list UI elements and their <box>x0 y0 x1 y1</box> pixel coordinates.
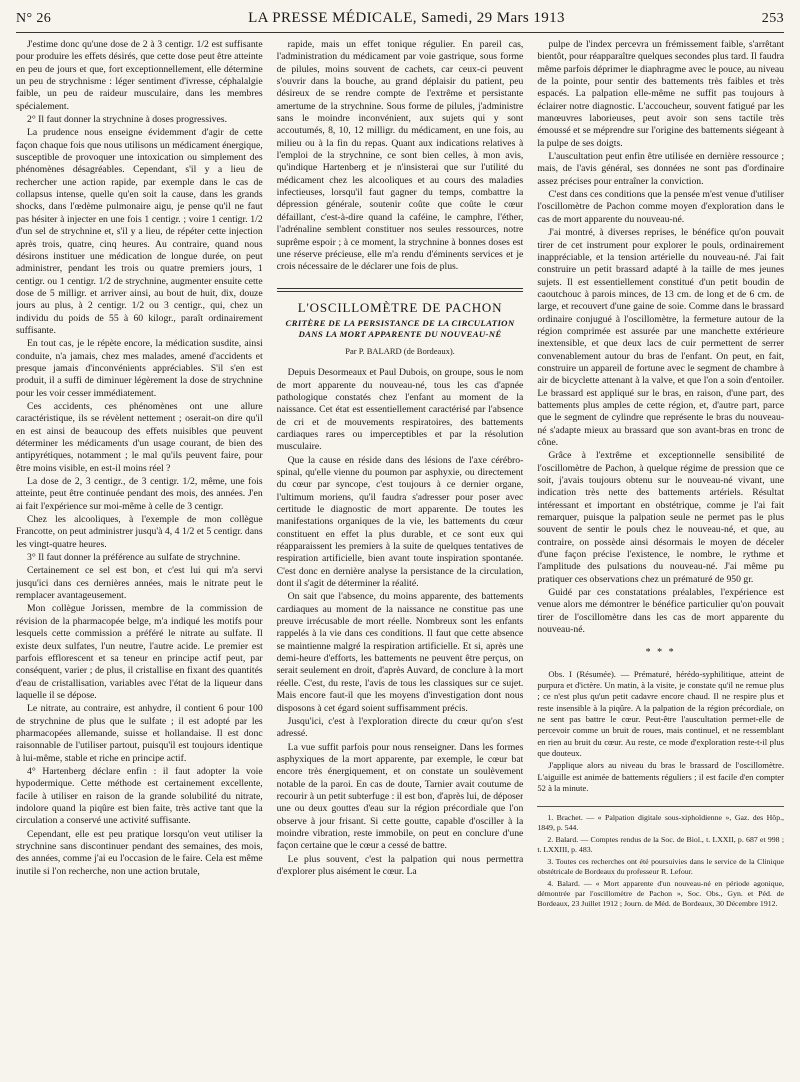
paragraph: rapide, mais un effet tonique régulier. En pareil cas, l'administration du médicament par voie gastrique, sous forme de pilules, moins souvent de cachets, car ceux-ci peuvent s'ouvrir dans la bouche, au grand déplaisir du patient, peu désireux de se rendre compte de l'extrême et persistante amertume de la strychnine. Sous forme de pilules, j'administre sans le moindre inconvénient, aux sujets qui y sont accoutumés, 8, 10, 12 milligr. du médicament, en une fois, au milieu ou à la fin du repas. Quant aux indications relatives à l'emploi de la strychnine, ce sont bien celles, à mon avis, qu'indique Hartenberg et je n'insisterai que sur l'utilité du médicament chez les alcooliques et au cours des maladies infectieuses, lorsqu'il faut gagner du temps, combattre la dépression générale, soutenir coûte que coûte le cœur défaillant, c'est-à-dire quand la caféine, le camphre, l'éther, l'adrénaline semblent constituer nos seules ressources, notre suprême espoir ; à ce moment, la strychnine à bonnes doses est une réserve précieuse, elle m'a rendu d'éminents services et je crois nécessaire de le déclarer une fois de plus. <box>276 39 524 273</box>
paragraph: Jusqu'ici, c'est à l'exploration directe du cœur qu'on s'est adressé. <box>276 715 524 740</box>
column-left <box>16 39 263 1069</box>
paragraph: Guidé par ces constatations préalables, l'expérience est venue alors me démontrer le bénéfice particulier qu'on pouvait tirer de l'oscillomètre dans les cas de mort apparente du nouveau-né. <box>537 587 785 636</box>
paragraph: Grâce à l'extrême et exceptionnelle sensibilité de l'oscillomètre de Pachon, à quelque régime de pression que ce soit, j'avais toujours obtenu sur le nouveau-né vivant, une indication très nette des battements artériels. Résultat intéressant et important en obstétrique, comme je l'ai fait remarquer, puisque la palpation seule ne permet pas le plus souvent de sentir le pouls chez le nouveau-né, et que, au contraire, on possède ainsi désormais le moyen de déceler d'une façon précise l'existence, le nombre, le rythme et l'amplitude des pulsations du nouveau-né. J'ai même pu pratiquer ces observations chez un prématuré de 950 gr. <box>537 450 785 585</box>
column-right-body <box>537 39 784 637</box>
footnote: 3. Toutes ces recherches ont été poursuivies dans le service de la Clinique obstétricale de Bordeaux du professeur R. Lefour. <box>537 857 785 877</box>
title-rule <box>277 288 524 292</box>
article-subtitle: CRITÈRE DE LA PERSISTANCE DE LA CIRCULATION DANS LA MORT APPARENTE DU NOUVEAU-NÉ <box>285 317 515 339</box>
article-byline: Par P. BALARD (de Bordeaux). <box>345 345 455 356</box>
paragraph: La dose de 2, 3 centigr., de 3 centigr. 1/2, même, une fois atteinte, peut être continuée pendant des mois, des années. J'en ai fait l'expérience sur moi-même à celle de 3 centigr. <box>16 476 263 512</box>
article-heading <box>277 288 524 358</box>
paragraph: J'ai montré, à diverses reprises, le bénéfice qu'on pouvait tirer de cet instrument pour explorer le pouls, ordinairement inappréciable, et la tension artérielle du nouveau-né. J'ai fait construire un petit brassard adapté à la taille de mes jeunes sujets. Il est essentiellement constitué d'un petit boudin de caoutchouc à parois minces, de 13 cm. de long et de 6 cm. de large, et recouvert d'une gaine de soie. Comme dans le brassard ordinaire conjugué à l'oscillomètre, la fermeture autour de la région comprimée est assurée par une manchette extérieure inextensible, et que deux lacs de cuir permettent de serrer convenablement autour du bras de l'enfant. On peut, en fait, construire un appareil de fortune avec le segment de chambre à air de bicyclette attenant à la valve, et que l'on a soin d'entoiler. Le brassard est appliqué sur le bras, en raison, d'une part, des battements plus amples de cette région, et, d'autre part, parce que le segment de cylindre que représente le bras du nouveau-né s'adapte mieux au brassard que son avant-bras en tronc de cône. <box>537 227 785 448</box>
paragraph: La prudence nous enseigne évidemment d'agir de cette façon chaque fois que nous utilisons un médicament énergique, susceptible de provoquer une intoxication ou simplement des phénomènes désagréables. Cependant, s'il y a lieu de rechercher une action rapide, par exemple dans le cas de collapsus intense, quelle qu'en soit la cause, dans les grands shocks, dans l'œdème pulmonaire aigu, je pense qu'il ne faut pas hésiter à injecter en une fois 1 centigr. ; voire 1 centigr. 1/2 d'un sel de strychnine et, s'il y a lieu, de répéter cette injection après trois, quatre, cinq heures. Au contraire, quand nous désirons instituer une médication de longue durée, on peut administrer, pendant les trois ou quatre premiers jours, 1 centigr. ou 1 centigr. 1/2 de strychnine, augmenter ensuite cette dose de 5 milligr. et arriver ainsi, au bout de huit, dix, douze jours au plus, à 2 centigr. 1/2 ou 3 centigr., qui, chez un individu du poids de 55 à 60 kilogr., paraît ordinairement suffisante. <box>16 127 263 336</box>
paragraph: Certainement ce sel est bon, et c'est lui qui m'a servi jusqu'ici dans ces dernières années, mais le nitrate peut le remplacer avantageusement. <box>16 565 263 602</box>
footnote: 2. Balard. — Comptes rendus de la Soc. de Biol., t. LXXII, p. 687 et 998 ; t. LXXIII, p. 483. <box>537 835 785 855</box>
paragraph: 4° Hartenberg déclare enfin : il faut adopter la voie hypodermique. Cette méthode est certainement excellente, facile à utiliser en raison de la grande solubilité du nitrate, indolore quand la piqûre est bien faite, très active tant que la circulation a conservé une activité suffisante. <box>16 765 263 827</box>
paragraph: pulpe de l'index percevra un frémissement faible, s'arrêtant bientôt, pour réapparaître quelques secondes plus tard. Il faudra même parfois déprimer le diaphragme avec le pouce, au niveau de la pointe, pour sentir des battements très faibles et très espacés. La palpation elle-même ne suffit pas toujours à éclairer notre diagnostic. L'accoucheur, souvent fatigué par les manœuvres laborieuses, peut avoir son sens tactile très émoussé et se méprendre sur l'origine des battements siégeant à la pulpe de ses doigts. <box>537 39 785 149</box>
paragraph: Mon collègue Jorissen, membre de la commission de révision de la pharmacopée belge, m'a indiqué les motifs pour lesquels cette commission a préféré le nitrate au sulfate. Il existe deux sulfates, l'un neutre, l'autre acide. Le premier est parfois efflorescent et sa teneur en principe actif peut, par conséquent, varier ; de plus, il cristallise en fixant des quantités d'eau de cristallisation, variables avec l'état de la liqueur dans laquelle il se dépose. <box>16 603 263 701</box>
paragraph: Le plus souvent, c'est la palpation qui nous permettra d'explorer plus aisément le cœur. La <box>276 853 524 877</box>
paragraph: C'est dans ces conditions que la pensée m'est venue d'utiliser l'oscillomètre de Pachon comme moyen d'exploration dans le cas de mort apparente du nouveau-né. <box>537 189 785 225</box>
paragraph: Le nitrate, au contraire, est anhydre, il contient 6 pour 100 de strychnine de plus que le sulfate ; il est adopté par les pharmacopées allemande, suisse et hollandaise. Il est donc raisonnable de l'utiliser partout, puisqu'il est toujours identique à lui-même, stable et riche en principe actif. <box>16 703 263 764</box>
footnotes <box>537 806 784 909</box>
paragraph: En tout cas, je le répète encore, la médication susdite, ainsi conduite, n'a jamais, chez mes malades, amené d'accidents et presque jamais d'inconvénients appréciables. S'il s'en est produit, il a suffi de diminuer légèrement la dose de strychnine pour les voir cesser immédiatement. <box>16 338 263 399</box>
paragraph: On sait que l'absence, du moins apparente, des battements cardiaques au moment de la naissance ne constitue pas une preuve irrécusable de mort réelle. Nombreux sont les enfants rappelés à la vie dans ces conditions. Il faut que cette absence se maintienne malgré la respiration artificielle. Et si, après une demi-heure d'efforts, les battements ne peuvent être perçus, on serait seulement en droit, d'après Auvard, de conclure à la mort réelle. C'est, du reste, l'avis de tous les classiques sur ce sujet. Mais encore faut-il que les moyens d'investigation dont nous disposons à cet égard soient suffisamment précis. <box>276 591 524 714</box>
paragraph: J'applique alors au niveau du bras le brassard de l'oscillomètre. L'aiguille est animée de battements réguliers ; il est facile d'en compter 52 à la minute. <box>537 760 785 793</box>
columns <box>16 39 784 1069</box>
paragraph: L'auscultation peut enfin être utilisée en dernière ressource ; mais, de l'avis général, ses données ne sont pas d'ordinaire assez précises pour entraîner la conviction. <box>537 151 785 187</box>
paragraph: Cependant, elle est peu pratique lorsqu'on veut utiliser la strychnine sans discontinuer pendant des semaines, des mois, des années, comme j'ai eu l'occasion de le faire. Cela est même inutile si l'on recherche, non une action brutale, <box>16 828 263 877</box>
paragraph: Que la cause en réside dans des lésions de l'axe cérébro-spinal, qu'elle vienne du poumon par asphyxie, ou directement du cœur par syncope, c'est toujours à ce dernier organe, l'ultimum moriens, qu'il faudra s'adresser pour poser avec certitude le diagnostic de mort apparente. De toutes les manifestations organiques de la vie, les battements du cœur constituent en effet la plus durable, et ce sont eux qui réapparaissent les premiers à la suite de quelques tentatives de respiration artificielle, bien avant toute inspiration spontanée. C'est donc en dernière analyse la persistance de la circulation, dont il s'agit de déterminer la réalité. <box>276 454 524 590</box>
paragraph: Obs. I (Résumée). — Prématuré, hérédo-syphilitique, atteint de purpura et d'ictère. Un matin, à la visite, je constate qu'il ne remue plus ; ce n'est plus qu'un petit cadavre encore chaud. Il ne respire plus et reste insensible à la piqûre. A la palpation de la région précordiale, on ne sent pas battre le cœur. Peut-être l'auscultation permet-elle de percevoir comme un bruit de roues, mais continuel, et ne ressemblant en rien au bruit du cœur. Au reste, ce mode d'exploration reste-t-il plus que douteux. <box>537 668 785 758</box>
paragraph: Ces accidents, ces phénomènes ont une allure caractéristique, ils se révèlent nettement ; oserait-on dire qu'il en est ainsi de beaucoup des effets nuisibles que peuvent déterminer les médicaments d'un usage courant, de bien des antipyrétiques, notamment ; le mal qu'ils peuvent faire, pour être moins visible, en est-il moins réel ? <box>16 400 263 474</box>
paragraph: La vue suffit parfois pour nous renseigner. Dans les formes asphyxiques de la mort apparente, par exemple, le cœur bat encore très énergiquement, et on constate un soulèvement notable de la paroi. En cas de doute, Tarnier avait coutume de recourir à un petit subterfuge : il est bon, d'après lui, de déposer une ou deux gouttes d'eau sur la région précordiale que l'on observe à jour frisant. Si cette goutte, capable d'osciller à la moindre vibration, reste immobile, on peut en conclure d'une façon certaine que le cœur a cessé de battre. <box>276 741 524 852</box>
column-middle-bottom <box>277 367 524 878</box>
column-middle <box>277 39 524 1069</box>
paragraph: 2° Il faut donner la strychnine à doses progressives. <box>27 114 227 126</box>
journal-title: LA PRESSE MÉDICALE, Samedi, 29 Mars 1913 <box>248 10 565 26</box>
paragraph: Chez les alcooliques, à l'exemple de mon collègue Francotte, on peut administrer jusqu'à 4, 4 1/2 et 5 centigr. dans les vingt-quatre heures. <box>16 514 263 550</box>
paragraph: 3° Il faut donner la préférence au sulfate de strychnine. <box>27 552 241 564</box>
paragraph: Depuis Desormeaux et Paul Dubois, on groupe, sous le nom de mort apparente du nouveau-né, tous les cas d'apnée pathologique constatés chez l'enfant au moment de la naissance. Cet état est essentiellement caractérisé par l'absence de cri et de mouvements respiratoires, des battements cardiaques rares ou imperceptibles et par la résolution musculaire. <box>276 367 524 453</box>
footnote: 4. Balard. — « Mort apparente d'un nouveau-né en période agonique, démontrée par l'oscillomètre de Pachon », Soc. Obs., Gyn. et Péd. de Bordeaux, 23 Juillet 1912 ; Journ. de Méd. de Bordeaux, 30 Décembre 1912. <box>537 879 785 909</box>
footnote: 1. Brachet. — « Palpation digitale sous-xiphoïdienne », Gaz. des Hôp., 1849, p. 544. <box>537 813 785 833</box>
paragraph: J'estime donc qu'une dose de 2 à 3 centigr. 1/2 est suffisante pour produire les effets désirés, que cette dose peut être atteinte en peu de jours et que, fort exceptionnellement, elle détermine un peu de strychnisme : léger sentiment d'ivresse, céphalalgie faible, un peu de raideur musculaire, dans les membres spécialement. <box>16 39 263 112</box>
column-middle-top <box>277 39 524 274</box>
article-title: L'OSCILLOMÈTRE DE PACHON <box>297 299 503 315</box>
observation-block <box>537 669 784 794</box>
column-right <box>537 39 784 1069</box>
issue-number: N° 26 <box>16 11 52 26</box>
page-number: 253 <box>761 11 784 26</box>
section-separator: * * * <box>645 646 676 658</box>
page-header <box>16 10 784 33</box>
